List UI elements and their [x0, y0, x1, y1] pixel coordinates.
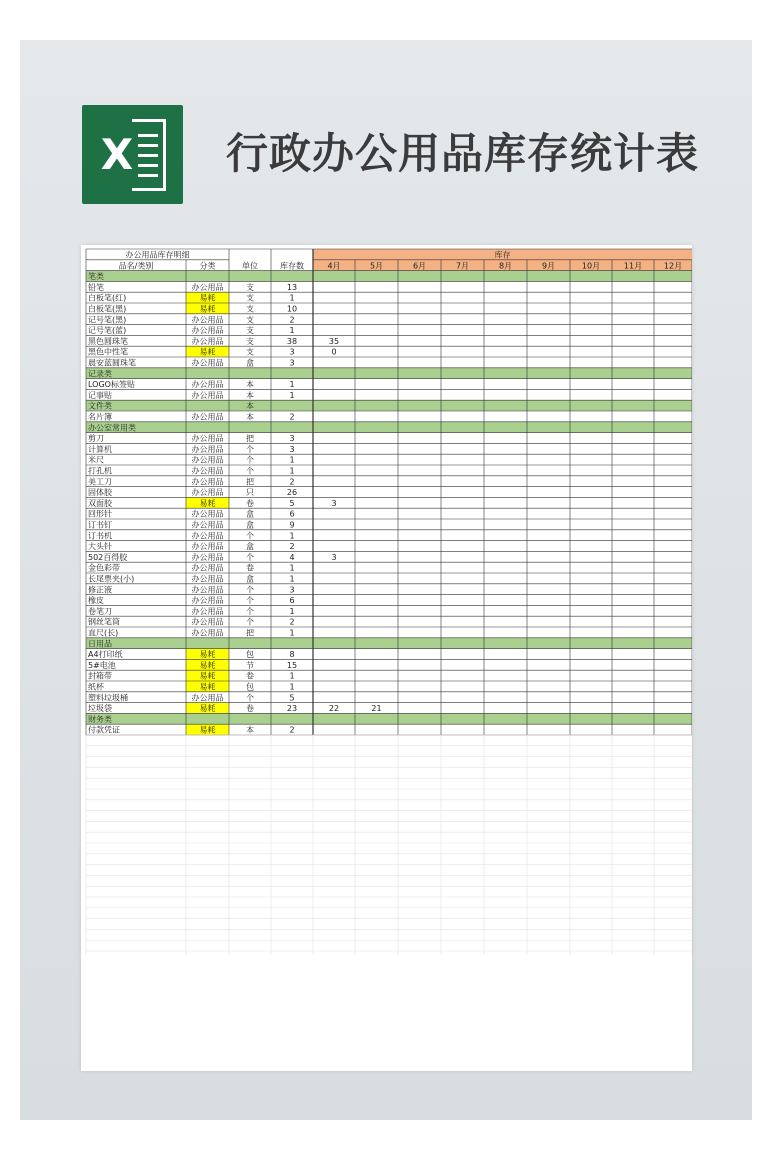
page-title: 行政办公用品库存统计表 [226, 129, 700, 178]
category-row[interactable] [86, 422, 692, 433]
qty-cell: 1 [289, 671, 295, 681]
table-title: 办公用品库存明细 [125, 250, 190, 260]
type-cell: 易耗 [199, 498, 216, 508]
category-row[interactable] [86, 713, 692, 724]
item-name: LOGO标签贴 [88, 380, 135, 390]
type-cell: 办公用品 [191, 542, 224, 552]
qty-cell: 1 [289, 466, 295, 476]
item-name: 记号笔(蓝) [88, 326, 127, 336]
item-name: 5#电池 [88, 660, 116, 670]
type-cell: 办公用品 [191, 606, 224, 616]
qty-cell: 3 [289, 444, 295, 454]
item-name: 直尺(长) [88, 628, 119, 638]
qty-cell: 1 [289, 606, 295, 616]
qty-cell: 1 [289, 531, 295, 541]
qty-cell: 6 [289, 596, 295, 606]
qty-cell: 38 [286, 336, 298, 346]
unit-cell: 个 [246, 552, 254, 562]
column-header: 库存数 [280, 261, 304, 271]
item-name: 白板笔(黑) [88, 304, 127, 314]
type-cell: 易耗 [199, 704, 216, 714]
type-cell: 办公用品 [191, 444, 224, 454]
month-header: 10月 [581, 261, 601, 271]
qty-cell: 1 [289, 455, 295, 465]
month-value: 3 [331, 552, 337, 562]
qty-cell: 26 [286, 488, 298, 498]
item-name: 大头针 [88, 542, 112, 552]
item-name: 橡皮 [88, 596, 104, 606]
unit-cell: 卷 [246, 563, 254, 573]
qty-cell: 1 [289, 628, 295, 638]
type-cell: 办公用品 [191, 531, 224, 541]
unit-cell: 个 [246, 455, 254, 465]
qty-cell: 15 [286, 660, 298, 670]
qty-cell: 2 [289, 542, 295, 552]
month-header: 9月 [541, 261, 556, 271]
type-cell: 办公用品 [191, 596, 224, 606]
spreadsheet[interactable] [81, 245, 692, 1071]
type-cell: 办公用品 [191, 412, 224, 422]
unit-cell: 把 [246, 434, 254, 444]
unit-cell: 个 [246, 444, 254, 454]
qty-cell: 3 [289, 358, 295, 368]
qty-cell: 1 [289, 326, 295, 336]
unit-cell: 包 [246, 650, 254, 660]
unit-cell: 只 [246, 488, 254, 498]
item-name: 计算机 [88, 444, 112, 454]
item-name: 钢丝笔筒 [88, 617, 120, 627]
category-label: 笔类 [88, 272, 104, 282]
type-cell: 办公用品 [191, 455, 224, 465]
category-label: 办公室常用类 [88, 423, 136, 433]
qty-cell: 6 [289, 509, 295, 519]
type-cell: 易耗 [199, 347, 216, 357]
item-name: 双面胶 [88, 498, 112, 508]
type-cell: 办公用品 [191, 466, 224, 476]
unit-cell: 本 [246, 380, 254, 390]
month-header: 8月 [498, 261, 513, 271]
month-value: 3 [331, 498, 337, 508]
type-cell: 办公用品 [191, 520, 224, 530]
type-cell: 办公用品 [191, 282, 224, 292]
type-cell: 办公用品 [191, 380, 224, 390]
unit-cell: 把 [246, 477, 254, 487]
category-label: 日用品 [88, 639, 112, 649]
qty-cell: 1 [289, 390, 295, 400]
qty-cell: 3 [289, 434, 295, 444]
qty-cell: 1 [289, 380, 295, 390]
item-name: 剪刀 [88, 434, 104, 444]
type-cell: 办公用品 [191, 434, 224, 444]
item-name: 封箱带 [88, 671, 112, 681]
qty-cell: 3 [289, 585, 295, 595]
qty-cell: 4 [289, 552, 295, 562]
item-name: 记事贴 [88, 390, 112, 400]
qty-cell: 10 [286, 304, 298, 314]
unit-cell: 支 [246, 326, 254, 336]
type-cell: 办公用品 [191, 336, 224, 346]
type-cell: 办公用品 [191, 315, 224, 325]
unit-cell: 支 [246, 293, 254, 303]
type-cell: 易耗 [199, 304, 216, 314]
qty-cell: 9 [289, 520, 295, 530]
item-name: 黑色圆珠笔 [88, 336, 128, 346]
unit-cell: 支 [246, 282, 254, 292]
unit-cell: 包 [246, 682, 254, 692]
unit-cell: 卷 [246, 498, 254, 508]
type-cell: 易耗 [199, 682, 216, 692]
type-cell: 办公用品 [191, 552, 224, 562]
unit-cell: 盒 [246, 542, 254, 552]
item-name: 美工刀 [88, 477, 112, 487]
item-name: A4打印纸 [88, 650, 123, 660]
month-value: 0 [331, 347, 337, 357]
category-row[interactable] [86, 400, 692, 411]
month-header: 12月 [663, 261, 683, 271]
unit-cell: 盒 [246, 358, 254, 368]
excel-x-letter: X [100, 130, 134, 179]
unit-cell: 个 [246, 585, 254, 595]
qty-cell: 5 [289, 693, 295, 703]
unit-cell: 本 [246, 725, 254, 735]
item-name: 打孔机 [88, 466, 112, 476]
category-label: 财务类 [88, 714, 112, 724]
type-cell: 办公用品 [191, 509, 224, 519]
type-cell: 办公用品 [191, 477, 224, 487]
type-cell: 办公用品 [191, 488, 224, 498]
unit-cell: 本 [246, 412, 254, 422]
qty-cell: 13 [286, 282, 298, 292]
item-name: 纸杯 [88, 682, 104, 692]
type-cell: 办公用品 [191, 390, 224, 400]
category-row[interactable] [86, 368, 692, 379]
qty-cell: 23 [286, 704, 298, 714]
item-name: 名片簿 [88, 412, 112, 422]
month-value: 22 [328, 704, 340, 714]
item-name: 502百得胶 [88, 552, 128, 562]
column-header: 分类 [199, 261, 216, 271]
month-header: 5月 [369, 261, 384, 271]
item-name: 固体胶 [88, 488, 112, 498]
unit-cell: 支 [246, 336, 254, 346]
item-name: 黑色中性笔 [88, 347, 128, 357]
unit-cell: 卷 [246, 704, 254, 714]
qty-cell: 5 [289, 498, 295, 508]
qty-cell: 1 [289, 682, 295, 692]
qty-cell: 3 [289, 347, 295, 357]
qty-cell: 1 [289, 293, 295, 303]
unit-cell: 个 [246, 617, 254, 627]
stock-label: 库存 [494, 250, 511, 260]
qty-cell: 1 [289, 563, 295, 573]
qty-cell: 2 [289, 617, 295, 627]
unit-cell: 节 [246, 660, 254, 670]
item-name: 白板笔(红) [88, 293, 127, 303]
type-cell: 办公用品 [191, 585, 224, 595]
type-cell: 办公用品 [191, 574, 224, 584]
excel-icon [82, 105, 183, 204]
type-cell: 办公用品 [191, 628, 224, 638]
column-header: 品名/类别 [118, 261, 154, 271]
type-cell: 办公用品 [191, 358, 224, 368]
category-row[interactable] [86, 271, 692, 282]
unit-cell: 支 [246, 315, 254, 325]
qty-cell: 1 [289, 574, 295, 584]
type-cell: 办公用品 [191, 563, 224, 573]
unit-cell: 把 [246, 628, 254, 638]
category-row[interactable] [86, 638, 692, 649]
unit-cell: 盒 [246, 574, 254, 584]
type-cell: 易耗 [199, 660, 216, 670]
unit-cell: 个 [246, 693, 254, 703]
month-header: 11月 [623, 261, 643, 271]
unit-cell: 个 [246, 596, 254, 606]
unit-cell: 盒 [246, 520, 254, 530]
qty-cell: 2 [289, 315, 295, 325]
item-name: 订书机 [88, 531, 112, 541]
unit-cell: 个 [246, 531, 254, 541]
unit-cell: 支 [246, 347, 254, 357]
unit-cell: 本 [246, 401, 254, 411]
item-name: 长尾票夹(小) [88, 574, 135, 584]
unit-cell: 个 [246, 466, 254, 476]
item-name: 晨安蓝圆珠笔 [88, 358, 136, 368]
unit-cell: 本 [246, 390, 254, 400]
item-name: 修正液 [88, 585, 112, 595]
item-name: 回形针 [88, 509, 112, 519]
unit-cell: 个 [246, 606, 254, 616]
month-value: 21 [371, 704, 382, 714]
item-name: 米尺 [88, 455, 104, 465]
column-header: 单位 [242, 261, 258, 271]
qty-cell: 2 [289, 412, 295, 422]
month-header: 7月 [455, 261, 470, 271]
category-label: 记录类 [88, 369, 112, 379]
item-name: 订书钉 [88, 520, 112, 530]
item-name: 垃圾袋 [88, 704, 112, 714]
item-name: 付款凭证 [88, 725, 120, 735]
type-cell: 办公用品 [191, 693, 224, 703]
item-name: 卷笔刀 [88, 606, 112, 616]
spreadsheet-grid [81, 245, 692, 1071]
category-label: 文件类 [88, 401, 112, 411]
unit-cell: 卷 [246, 671, 254, 681]
item-name: 塑料垃圾桶 [88, 693, 128, 703]
item-name: 记号笔(黑) [88, 315, 127, 325]
item-name: 铅笔 [88, 282, 104, 292]
type-cell: 易耗 [199, 671, 216, 681]
month-header: 6月 [412, 261, 427, 271]
qty-cell: 8 [289, 650, 295, 660]
month-value: 35 [328, 336, 340, 346]
type-cell: 办公用品 [191, 617, 224, 627]
unit-cell: 盒 [246, 509, 254, 519]
type-cell: 易耗 [199, 725, 216, 735]
type-cell: 易耗 [199, 650, 216, 660]
month-header: 4月 [327, 261, 341, 271]
type-cell: 办公用品 [191, 326, 224, 336]
qty-cell: 2 [289, 725, 295, 735]
unit-cell: 支 [246, 304, 254, 314]
qty-cell: 2 [289, 477, 295, 487]
type-cell: 易耗 [199, 293, 216, 303]
item-name: 金色彩带 [88, 563, 120, 573]
